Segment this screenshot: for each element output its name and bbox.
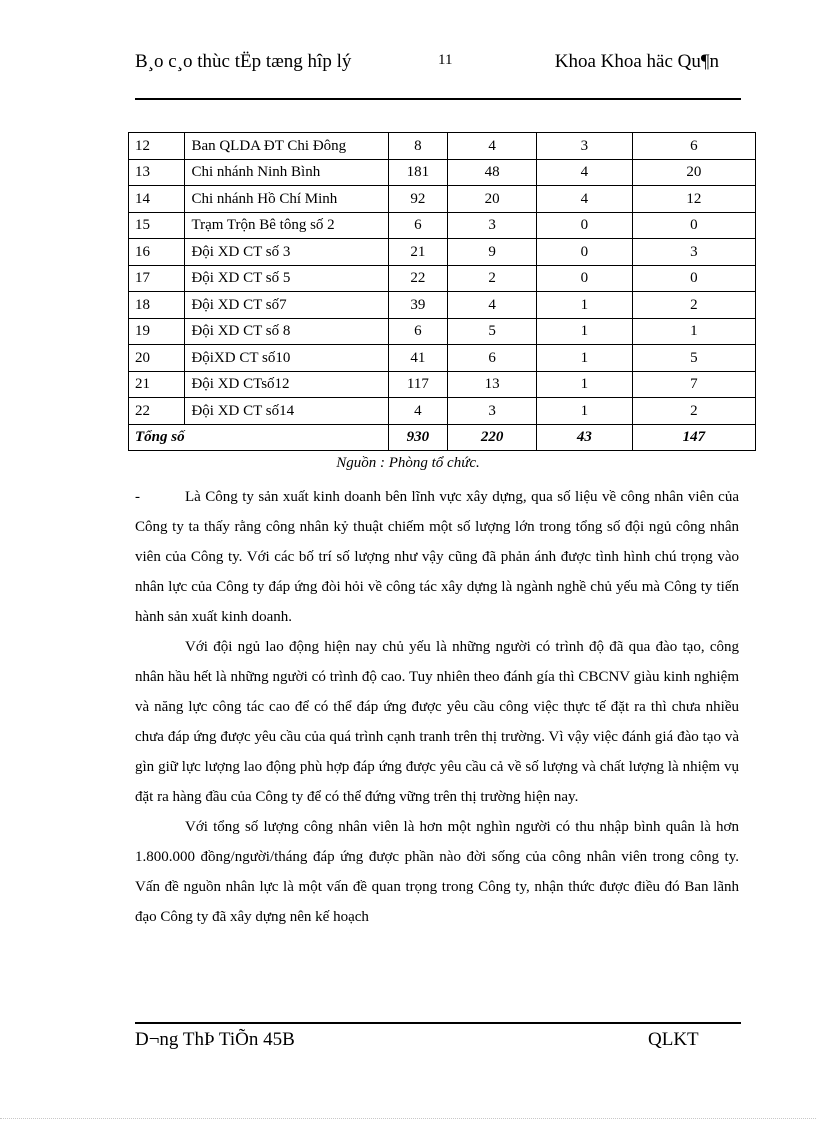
table-row <box>129 186 756 213</box>
value-3-cell: 0 <box>537 212 633 239</box>
total-staff-cell: 6 <box>388 318 448 345</box>
total-v1-cell: 930 <box>388 424 448 451</box>
row-number-cell: 18 <box>129 292 185 319</box>
page-edge-dots <box>0 1118 816 1119</box>
unit-name-cell: ĐộiXD CT số10 <box>185 345 388 372</box>
value-4-cell: 2 <box>632 292 755 319</box>
unit-name-cell: Ban QLDA ĐT Chi Đông <box>185 133 388 160</box>
total-staff-cell: 4 <box>388 398 448 425</box>
total-label-cell: Tổng số <box>129 424 389 451</box>
row-number-cell: 21 <box>129 371 185 398</box>
staff-table <box>128 132 756 451</box>
list-dash: - <box>135 489 140 505</box>
unit-name-cell: Đội XD CT số 8 <box>185 318 388 345</box>
paragraph-2: Với đội ngủ lao động hiện nay chủ yếu là những người có trình độ đã qua đào tạo, công nhân hầu hết là những người có trình độ cao. Tuy nhiên theo đánh gía thì CBCNV giàu kinh nghiệm và năng lực công tác cao để có thể đáp ứng được yêu cầu công việc thực tế đặt ra thì chưa nhiều chưa đáp ứng được yêu cầu của quá trình cạnh tranh trên thị trường. Vì vậy việc đánh giá đào tạo và gìn giữ lực lượng lao động phù hợp đáp ứng được yêu cầu cả về số lượng và chất lượng là nhiệm vụ đặt ra hàng đầu của Công ty để có thể đứng vững trên thị trường hiện nay. <box>135 639 739 805</box>
value-3-cell: 3 <box>537 133 633 160</box>
page-number: 11 <box>438 52 453 68</box>
total-staff-cell: 39 <box>388 292 448 319</box>
total-v3-cell: 43 <box>537 424 633 451</box>
value-2-cell: 3 <box>448 398 537 425</box>
row-number-cell: 22 <box>129 398 185 425</box>
value-3-cell: 0 <box>537 265 633 292</box>
total-staff-cell: 181 <box>388 159 448 186</box>
row-number-cell: 12 <box>129 133 185 160</box>
unit-name-cell: Chi nhánh Ninh Bình <box>185 159 388 186</box>
table-row <box>129 292 756 319</box>
row-number-cell: 17 <box>129 265 185 292</box>
total-staff-cell: 6 <box>388 212 448 239</box>
value-2-cell: 20 <box>448 186 537 213</box>
total-staff-cell: 92 <box>388 186 448 213</box>
value-3-cell: 1 <box>537 345 633 372</box>
header-faculty: Khoa Khoa häc Qu¶n <box>554 51 719 72</box>
value-2-cell: 6 <box>448 345 537 372</box>
table-row <box>129 398 756 425</box>
source-note: Nguồn : Phòng tổ chức. <box>336 455 480 471</box>
table-row <box>129 159 756 186</box>
footer-author: D¬ng ThÞ TiÕn 45B <box>135 1029 295 1050</box>
table-row <box>129 318 756 345</box>
total-staff-cell: 8 <box>388 133 448 160</box>
header-report-title: B¸o c¸o thùc tËp tæng hîp lý <box>135 51 352 72</box>
table-total-row <box>129 424 756 451</box>
body-text <box>135 482 739 932</box>
value-4-cell: 0 <box>632 265 755 292</box>
value-4-cell: 0 <box>632 212 755 239</box>
value-2-cell: 2 <box>448 265 537 292</box>
value-4-cell: 6 <box>632 133 755 160</box>
page-header <box>135 50 741 100</box>
table-row <box>129 239 756 266</box>
row-number-cell: 13 <box>129 159 185 186</box>
value-4-cell: 1 <box>632 318 755 345</box>
value-3-cell: 1 <box>537 318 633 345</box>
table-row <box>129 265 756 292</box>
value-3-cell: 1 <box>537 398 633 425</box>
paragraph-3: Với tổng số lượng công nhân viên là hơn một nghìn người có thu nhập bình quân là hơn 1.800.000 đồng/người/tháng đáp ứng được phần nào đời sống của công nhân viên trong công ty. Vấn đề nguồn nhân lực là một vấn đề quan trọng trong Công ty, nhận thức được điều đó Ban lãnh đạo Công ty đã xây dựng nên kế hoạch <box>135 819 739 925</box>
unit-name-cell: Đội XD CT số 5 <box>185 265 388 292</box>
unit-name-cell: Đội XD CT số 3 <box>185 239 388 266</box>
unit-name-cell: Đội XD CTsố12 <box>185 371 388 398</box>
unit-name-cell: Đội XD CT số7 <box>185 292 388 319</box>
header-rule <box>135 98 741 100</box>
value-2-cell: 13 <box>448 371 537 398</box>
value-4-cell: 3 <box>632 239 755 266</box>
unit-name-cell: Trạm Trộn Bê tông số 2 <box>185 212 388 239</box>
total-staff-cell: 41 <box>388 345 448 372</box>
value-2-cell: 5 <box>448 318 537 345</box>
value-3-cell: 1 <box>537 371 633 398</box>
table-row <box>129 371 756 398</box>
total-staff-cell: 22 <box>388 265 448 292</box>
value-2-cell: 48 <box>448 159 537 186</box>
value-4-cell: 7 <box>632 371 755 398</box>
value-2-cell: 9 <box>448 239 537 266</box>
value-4-cell: 2 <box>632 398 755 425</box>
unit-name-cell: Đội XD CT số14 <box>185 398 388 425</box>
value-4-cell: 5 <box>632 345 755 372</box>
value-2-cell: 4 <box>448 133 537 160</box>
total-v2-cell: 220 <box>448 424 537 451</box>
row-number-cell: 14 <box>129 186 185 213</box>
staff-table-body <box>129 133 756 451</box>
value-2-cell: 3 <box>448 212 537 239</box>
total-v4-cell: 147 <box>632 424 755 451</box>
value-3-cell: 0 <box>537 239 633 266</box>
row-number-cell: 15 <box>129 212 185 239</box>
table-row <box>129 345 756 372</box>
paragraph-1-text: Là Công ty sản xuất kinh doanh bên lĩnh vực xây dựng, qua số liệu về công nhân viên của Công ty ta thấy rằng công nhân kỷ thuật chiếm một số lượng lớn trong tổng số đội ngủ công nhân viên của Công ty. Với các bố trí số lượng như vậy cũng đã phản ánh được tình hình chú trọng vào nhân lực của Công ty đáp ứng đòi hỏi về công tác xây dựng là ngành nghề chủ yếu mà Công ty tiến hành sản xuất kinh doanh. <box>135 489 739 625</box>
value-2-cell: 4 <box>448 292 537 319</box>
total-staff-cell: 117 <box>388 371 448 398</box>
value-3-cell: 4 <box>537 159 633 186</box>
value-4-cell: 20 <box>632 159 755 186</box>
value-3-cell: 4 <box>537 186 633 213</box>
value-4-cell: 12 <box>632 186 755 213</box>
total-staff-cell: 21 <box>388 239 448 266</box>
row-number-cell: 16 <box>129 239 185 266</box>
footer-class: QLKT <box>648 1029 699 1050</box>
row-number-cell: 19 <box>129 318 185 345</box>
value-3-cell: 1 <box>537 292 633 319</box>
row-number-cell: 20 <box>129 345 185 372</box>
table-row <box>129 133 756 160</box>
paragraph-1 <box>135 482 739 632</box>
footer-rule <box>135 1022 741 1024</box>
table-row <box>129 212 756 239</box>
unit-name-cell: Chi nhánh Hồ Chí Minh <box>185 186 388 213</box>
